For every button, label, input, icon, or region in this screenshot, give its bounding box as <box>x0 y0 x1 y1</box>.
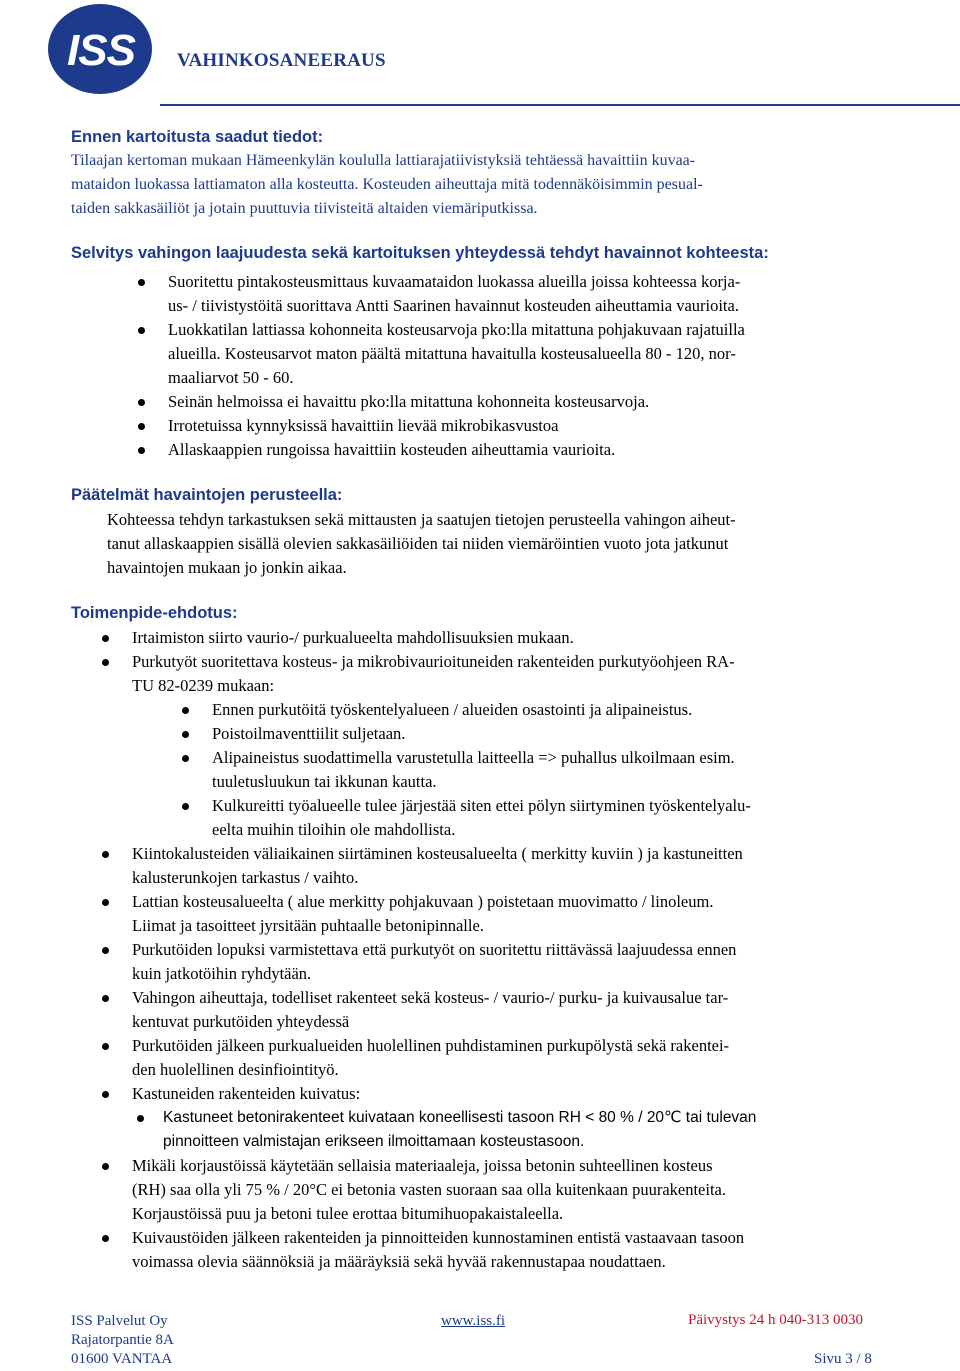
bullet-icon <box>102 995 109 1002</box>
bullet-icon <box>138 399 145 406</box>
text-line: mataidon luokassa lattiamaton alla kosteutta. Kosteuden aiheuttaja mitä todennäköisimmin pesual- <box>71 176 703 193</box>
bullet-icon <box>138 447 145 454</box>
actions-list <box>132 626 932 1274</box>
list-item: Allaskaappien rungoissa havaittiin kosteuden aiheuttamia vaurioita. <box>168 438 928 462</box>
bullet-icon <box>102 635 109 642</box>
text-line: tanut allaskaappien sisällä olevien sakkasäiliöiden tai niiden viemäröintien vuoto jota jatkunut <box>107 534 729 553</box>
footer-website-wrap <box>441 1312 505 1331</box>
bullet-icon <box>102 947 109 954</box>
bullet-icon <box>138 423 145 430</box>
list-item: Alipaineistus suodattimella varustetulla laitteella => puhallus ulkoilmaan esim. tuuletusluukun tai ikkunan kautta. <box>212 746 932 794</box>
bullet-icon <box>137 1115 144 1122</box>
list-item: Purkutöiden lopuksi varmistettava että purkutyöt on suoritettu riittävässä laajuudessa ennen kuin jatkotöihin ryhdytään. <box>132 938 932 986</box>
demolition-steps-list <box>212 698 932 842</box>
list-item: Poistoilmaventtiilit suljetaan. <box>212 722 932 746</box>
section-title-actions: Toimenpide-ehdotus: <box>71 604 238 622</box>
page-number: Sivu 3 / 8 <box>814 1351 872 1367</box>
conclusions-text <box>107 508 937 580</box>
footer-city: 01600 VANTAA <box>71 1351 173 1367</box>
section-title-findings: Selvitys vahingon laajuudesta sekä kartoituksen yhteydessä tehdyt havainnot kohteesta: <box>71 244 769 262</box>
bullet-icon <box>182 755 189 762</box>
bullet-icon <box>182 803 189 810</box>
section-title-initial-info: Ennen kartoitusta saadut tiedot: <box>71 128 324 146</box>
bullet-icon <box>138 327 145 334</box>
list-item: Purkutyöt suoritettava kosteus- ja mikrobivaurioituneiden rakenteiden purkutyöohjeen RA- TU 82-0239 mukaan: Ennen purkutöitä työskentelyalueen / alueiden osastointi ja alipaineistus. Poistoilmaventtiilit suljetaan. Alipaineistus suodattimella varustetulla laitteella => puhallus ulkoilmaan esim. tuuletusluukun tai ikkunan kautta. Kulkureitti työalueelle tulee järjestää siten ettei pölyn siirtyminen työskentelyalu- eelta muihin tiloihin ole mahdollista. <box>132 650 932 842</box>
list-item: Kuivaustöiden jälkeen rakenteiden ja pinnoitteiden kunnostaminen entistä vastaavaan tasoon voimassa olevia säännöksiä ja määräyksiä sekä hyvää rakennustapaa noudattaen. <box>132 1226 932 1274</box>
list-item: Kastuneiden rakenteiden kuivatus: Kastuneet betonirakenteet kuivataan koneellisesti tasoon RH < 80 % / 20℃ tai tulevan pinnoitteen valmistajan erikseen ilmoittamaan kosteustasoon. <box>132 1082 932 1154</box>
bullet-icon <box>182 731 189 738</box>
bullet-icon <box>102 851 109 858</box>
website-link[interactable]: www.iss.fi <box>441 1313 506 1329</box>
initial-info-text <box>71 149 931 221</box>
drying-list <box>163 1106 932 1154</box>
list-item: Suoritettu pintakosteusmittaus kuvaamataidon luokassa alueilla joissa kohteessa korja- us- / tiivistystöitä suorittava Antti Saarinen havainnut kosteuden aiheuttamia vaurioita. <box>168 270 928 318</box>
list-item: Lattian kosteusalueelta ( alue merkitty pohjakuvaan ) poistetaan muovimatto / linoleum. Liimat ja tasoitteet jyrsitään puhtaalle betonipinnalle. <box>132 890 932 938</box>
bullet-icon <box>102 1043 109 1050</box>
list-item: Seinän helmoissa ei havaittu pko:lla mitattuna kohonneita kosteusarvoja. <box>168 390 928 414</box>
footer-address <box>71 1312 174 1369</box>
list-item: Irtaimiston siirto vaurio-/ purkualueelta mahdollisuuksien mukaan. <box>132 626 932 650</box>
bullet-icon <box>138 279 145 286</box>
text-line: Tilaajan kertoman mukaan Hämeenkylän koululla lattiarajatiivistyksiä tehtäessä havaittiin kuvaa- <box>71 152 696 169</box>
list-item: Ennen purkutöitä työskentelyalueen / alueiden osastointi ja alipaineistus. <box>212 698 932 722</box>
bullet-icon <box>102 1163 109 1170</box>
bullet-icon <box>182 707 189 714</box>
section-title-conclusions: Päätelmät havaintojen perusteella: <box>71 486 343 504</box>
list-item: Kiintokalusteiden väliaikainen siirtäminen kosteusalueelta ( merkitty kuviin ) ja kastuneitten kalusterunkojen tarkastus / vaihto. <box>132 842 932 890</box>
footer-duty-phone: Päivystys 24 h 040-313 0030 <box>688 1312 864 1328</box>
header-title: VAHINKOSANEERAUS <box>177 50 386 71</box>
bullet-icon <box>102 1235 109 1242</box>
list-item: Kulkureitti työalueelle tulee järjestää siten ettei pölyn siirtyminen työskentelyalu- eelta muihin tiloihin ole mahdollista. <box>212 794 932 842</box>
logo-text: ISS <box>67 26 135 75</box>
iss-logo <box>46 2 158 96</box>
list-item: Mikäli korjaustöissä käytetään sellaisia materiaaleja, joissa betonin suhteellinen kosteus (RH) saa olla yli 75 % / 20°C ei betonia vasten suoraan saa olla kuitenkaan puurakenteita. Korjaustöissä puu ja betoni tulee erottaa bitumihuopakaistaleella. <box>132 1154 932 1226</box>
findings-list <box>168 270 928 462</box>
footer-street: Rajatorpantie 8A <box>71 1332 174 1348</box>
list-item: Irrotetuissa kynnyksissä havaittiin lievää mikrobikasvustoa <box>168 414 928 438</box>
list-item: Luokkatilan lattiassa kohonneita kosteusarvoja pko:lla mitattuna pohjakuvaan rajatuilla alueilla. Kosteusarvot maton päältä mitattuna havaitulla kosteusalueella 80 - 120, nor- maaliarvot 50 - 60. <box>168 318 928 390</box>
list-item: Kastuneet betonirakenteet kuivataan koneellisesti tasoon RH < 80 % / 20℃ tai tulevan pinnoitteen valmistajan erikseen ilmoittamaan kosteustasoon. <box>163 1106 932 1154</box>
text-line: taiden sakkasäiliöt ja jotain puuttuvia tiivisteitä altaiden viemäriputkissa. <box>71 200 538 217</box>
bullet-icon <box>102 1091 109 1098</box>
text-line: Kohteessa tehdyn tarkastuksen sekä mittausten ja saatujen tietojen perusteella vahingon aiheut- <box>107 510 736 529</box>
bullet-icon <box>102 899 109 906</box>
text-line: havaintojen mukaan jo jonkin aikaa. <box>107 558 347 577</box>
footer-company: ISS Palvelut Oy <box>71 1313 168 1329</box>
list-item: Vahingon aiheuttaja, todelliset rakenteet sekä kosteus- / vaurio-/ purku- ja kuivausalue tar- kentuvat purkutöiden yhteydessä <box>132 986 932 1034</box>
header-divider <box>160 104 960 106</box>
list-item: Purkutöiden jälkeen purkualueiden huolellinen puhdistaminen purkupölystä sekä rakentei- den huolellinen desinfiointityö. <box>132 1034 932 1082</box>
bullet-icon <box>102 659 109 666</box>
